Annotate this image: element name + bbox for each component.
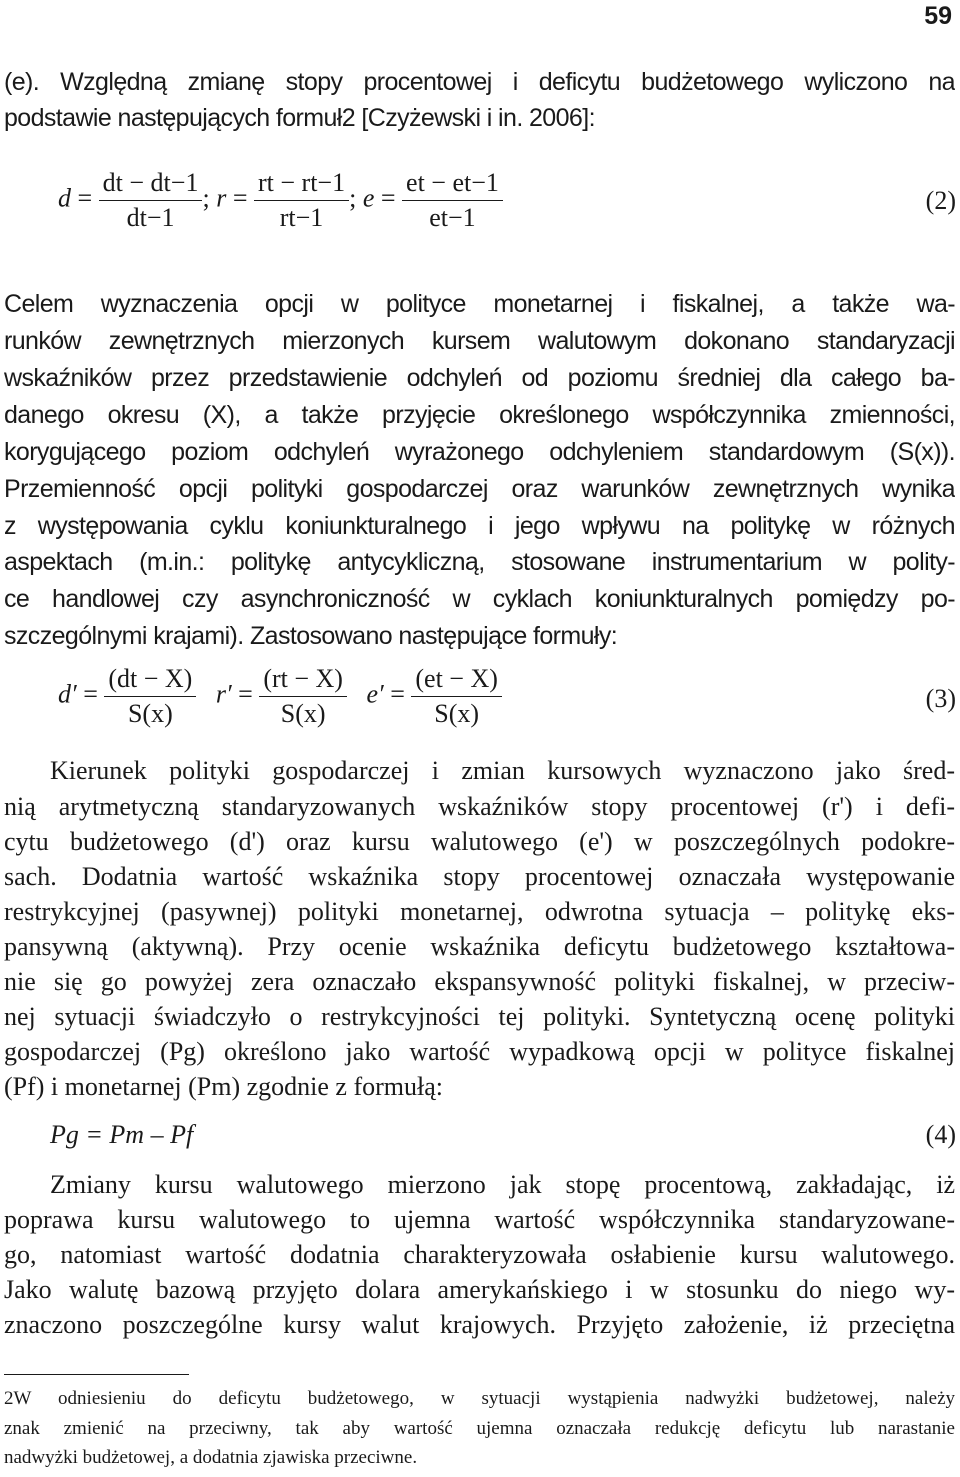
text-line: gospodarczej (Pg) określono jako wartość wypadkową opcji w polityce fiskalnej bbox=[4, 1037, 955, 1066]
text-line: go, natomiast wartość dodatnia charakteryzowała osłabienie kursu walutowego. bbox=[4, 1240, 955, 1269]
formula-2: d = $\frac{dt - dt-1}{dt-1}$ ; r = $\frac{rt - rt-1}{rt-1}$ ; e = $\frac{et - et-1}{et-1}$ bbox=[58, 168, 503, 233]
fraction-e bbox=[402, 168, 503, 233]
formula-4: Pg = Pm – Pf bbox=[50, 1120, 194, 1149]
text-line: korygującego poziom odchyleń wyrażonego odchyleniem standardowym (S(x)). bbox=[4, 438, 955, 466]
formula-2-e-lhs: e bbox=[362, 183, 375, 213]
formula-2-d-lhs: d bbox=[58, 183, 71, 213]
footnote-line: znak zmienić na przeciwny, tak aby wartość ujemna oznaczała redukcję deficytu lub narastanie bbox=[4, 1418, 955, 1439]
equation-number-2: (2) bbox=[925, 186, 956, 215]
fraction-r bbox=[254, 168, 349, 233]
text-line: Przemienność opcji polityki gospodarczej oraz warunków zewnętrznych wynika bbox=[4, 475, 955, 503]
text-line: nią arytmetyczną standaryzowanych wskaźników stopy procentowej (r') i defi- bbox=[4, 792, 955, 821]
text-line: danego okresu (X), a także przyjęcie określonego współczynnika zmienności, bbox=[4, 401, 955, 429]
fraction-r-prime-denominator: S(x) bbox=[280, 699, 326, 728]
text-line: Zmiany kursu walutowego mierzono jak stopę procentową, zakładając, iż bbox=[50, 1170, 955, 1199]
text-line: szczególnymi krajami). Zastosowano następujące formuły: bbox=[4, 622, 618, 650]
formula-3-d-lhs: d′ bbox=[58, 679, 77, 709]
fraction-d-prime bbox=[104, 664, 196, 729]
fraction-r-numerator: rt − rt−1 bbox=[254, 168, 349, 201]
text-line: sach. Dodatnia wartość wskaźnika stopy procentowej oznaczała występowanie bbox=[4, 862, 955, 891]
text-line: podstawie następujących formuł2 [Czyżewski i in. 2006]: bbox=[4, 104, 595, 132]
footnote-line: 2W odniesieniu do deficytu budżetowego, w sytuacji wystąpienia nadwyżki budżetowej, należy bbox=[4, 1388, 955, 1409]
formula-3-e-lhs: e′ bbox=[366, 679, 384, 709]
fraction-d-prime-denominator: S(x) bbox=[127, 699, 173, 728]
formula-3-r-lhs: r′ bbox=[215, 679, 232, 709]
text-line: aspektach (m.in.: politykę antycykliczną, stosowane instrumentarium w polity- bbox=[4, 548, 955, 576]
formula-3: d′ = $\frac{(dt - X)}{S(x)}$ r′ = $\frac{(rt - X)}{S(x)}$ e′ = $\frac{(et - X)}{S(x)}$ bbox=[58, 664, 502, 729]
equation-number-4: (4) bbox=[925, 1120, 956, 1149]
text-line: Kierunek polityki gospodarczej i zmian kursowych wyznaczono jako śred- bbox=[50, 756, 955, 785]
text-line: restrykcyjnej (pasywnej) polityki monetarnej, odwrotna sytuacja – politykę eks- bbox=[4, 897, 955, 926]
fraction-d-denominator: dt−1 bbox=[126, 203, 175, 232]
text-line: nej sytuacji świadczyło o restrykcyjności tej polityki. Syntetyczną ocenę polityki bbox=[4, 1002, 955, 1031]
footnote-line: nadwyżki budżetowej, a dodatnia zjawiska przeciwne. bbox=[4, 1447, 418, 1468]
text-line: pansywną (aktywną). Przy ocenie wskaźnika deficytu budżetowego kształtowa- bbox=[4, 932, 955, 961]
footnote-rule bbox=[4, 1374, 189, 1375]
equation-number-3: (3) bbox=[925, 684, 956, 713]
text-line: nie się go powyżej zera oznaczało ekspansywność polityki fiskalnej, w przeciw- bbox=[4, 967, 955, 996]
text-line: z występowania cyklu koniunkturalnego i jego wpływu na politykę w różnych bbox=[4, 512, 955, 540]
text-line: poprawa kursu walutowego to ujemna wartość współczynnika standaryzowane- bbox=[4, 1205, 955, 1234]
text-line: (e). Względną zmianę stopy procentowej i deficytu budżetowego wyliczono na bbox=[4, 68, 955, 96]
fraction-d bbox=[99, 168, 203, 233]
text-line: Jako walutę bazową przyjęto dolara amerykańskiego i w stosunku do niego wy- bbox=[4, 1275, 955, 1304]
fraction-r-denominator: rt−1 bbox=[279, 203, 324, 232]
text-line: Celem wyznaczenia opcji w polityce monetarnej i fiskalnej, a także wa- bbox=[4, 290, 955, 318]
fraction-r-prime-numerator: (rt − X) bbox=[259, 664, 347, 697]
fraction-e-prime-denominator: S(x) bbox=[434, 699, 480, 728]
fraction-r-prime bbox=[259, 664, 347, 729]
text-line: runków zewnętrznych mierzonych kursem walutowym dokonano standaryzacji bbox=[4, 327, 955, 355]
fraction-e-prime bbox=[411, 664, 502, 729]
text-line: wskaźników przez przedstawienie odchyleń od poziomu średniej dla całego ba- bbox=[4, 364, 955, 392]
text-line: (Pf) i monetarnej (Pm) zgodnie z formułą: bbox=[4, 1072, 443, 1101]
fraction-d-numerator: dt − dt−1 bbox=[99, 168, 203, 201]
text-line: ce handlowej czy asynchroniczność w cyklach koniunkturalnych pomiędzy po- bbox=[4, 585, 955, 613]
text-line: znaczono poszczególne kursy walut krajowych. Przyjęto założenie, iż przeciętna bbox=[4, 1310, 955, 1339]
text-line: cytu budżetowego (d') oraz kursu walutowego (e') w poszczególnych podokre- bbox=[4, 827, 955, 856]
page-number: 59 bbox=[924, 2, 952, 30]
fraction-d-prime-numerator: (dt − X) bbox=[104, 664, 196, 697]
fraction-e-prime-numerator: (et − X) bbox=[411, 664, 502, 697]
fraction-e-numerator: et − et−1 bbox=[402, 168, 503, 201]
fraction-e-denominator: et−1 bbox=[429, 203, 476, 232]
formula-2-r-lhs: r bbox=[216, 183, 227, 213]
